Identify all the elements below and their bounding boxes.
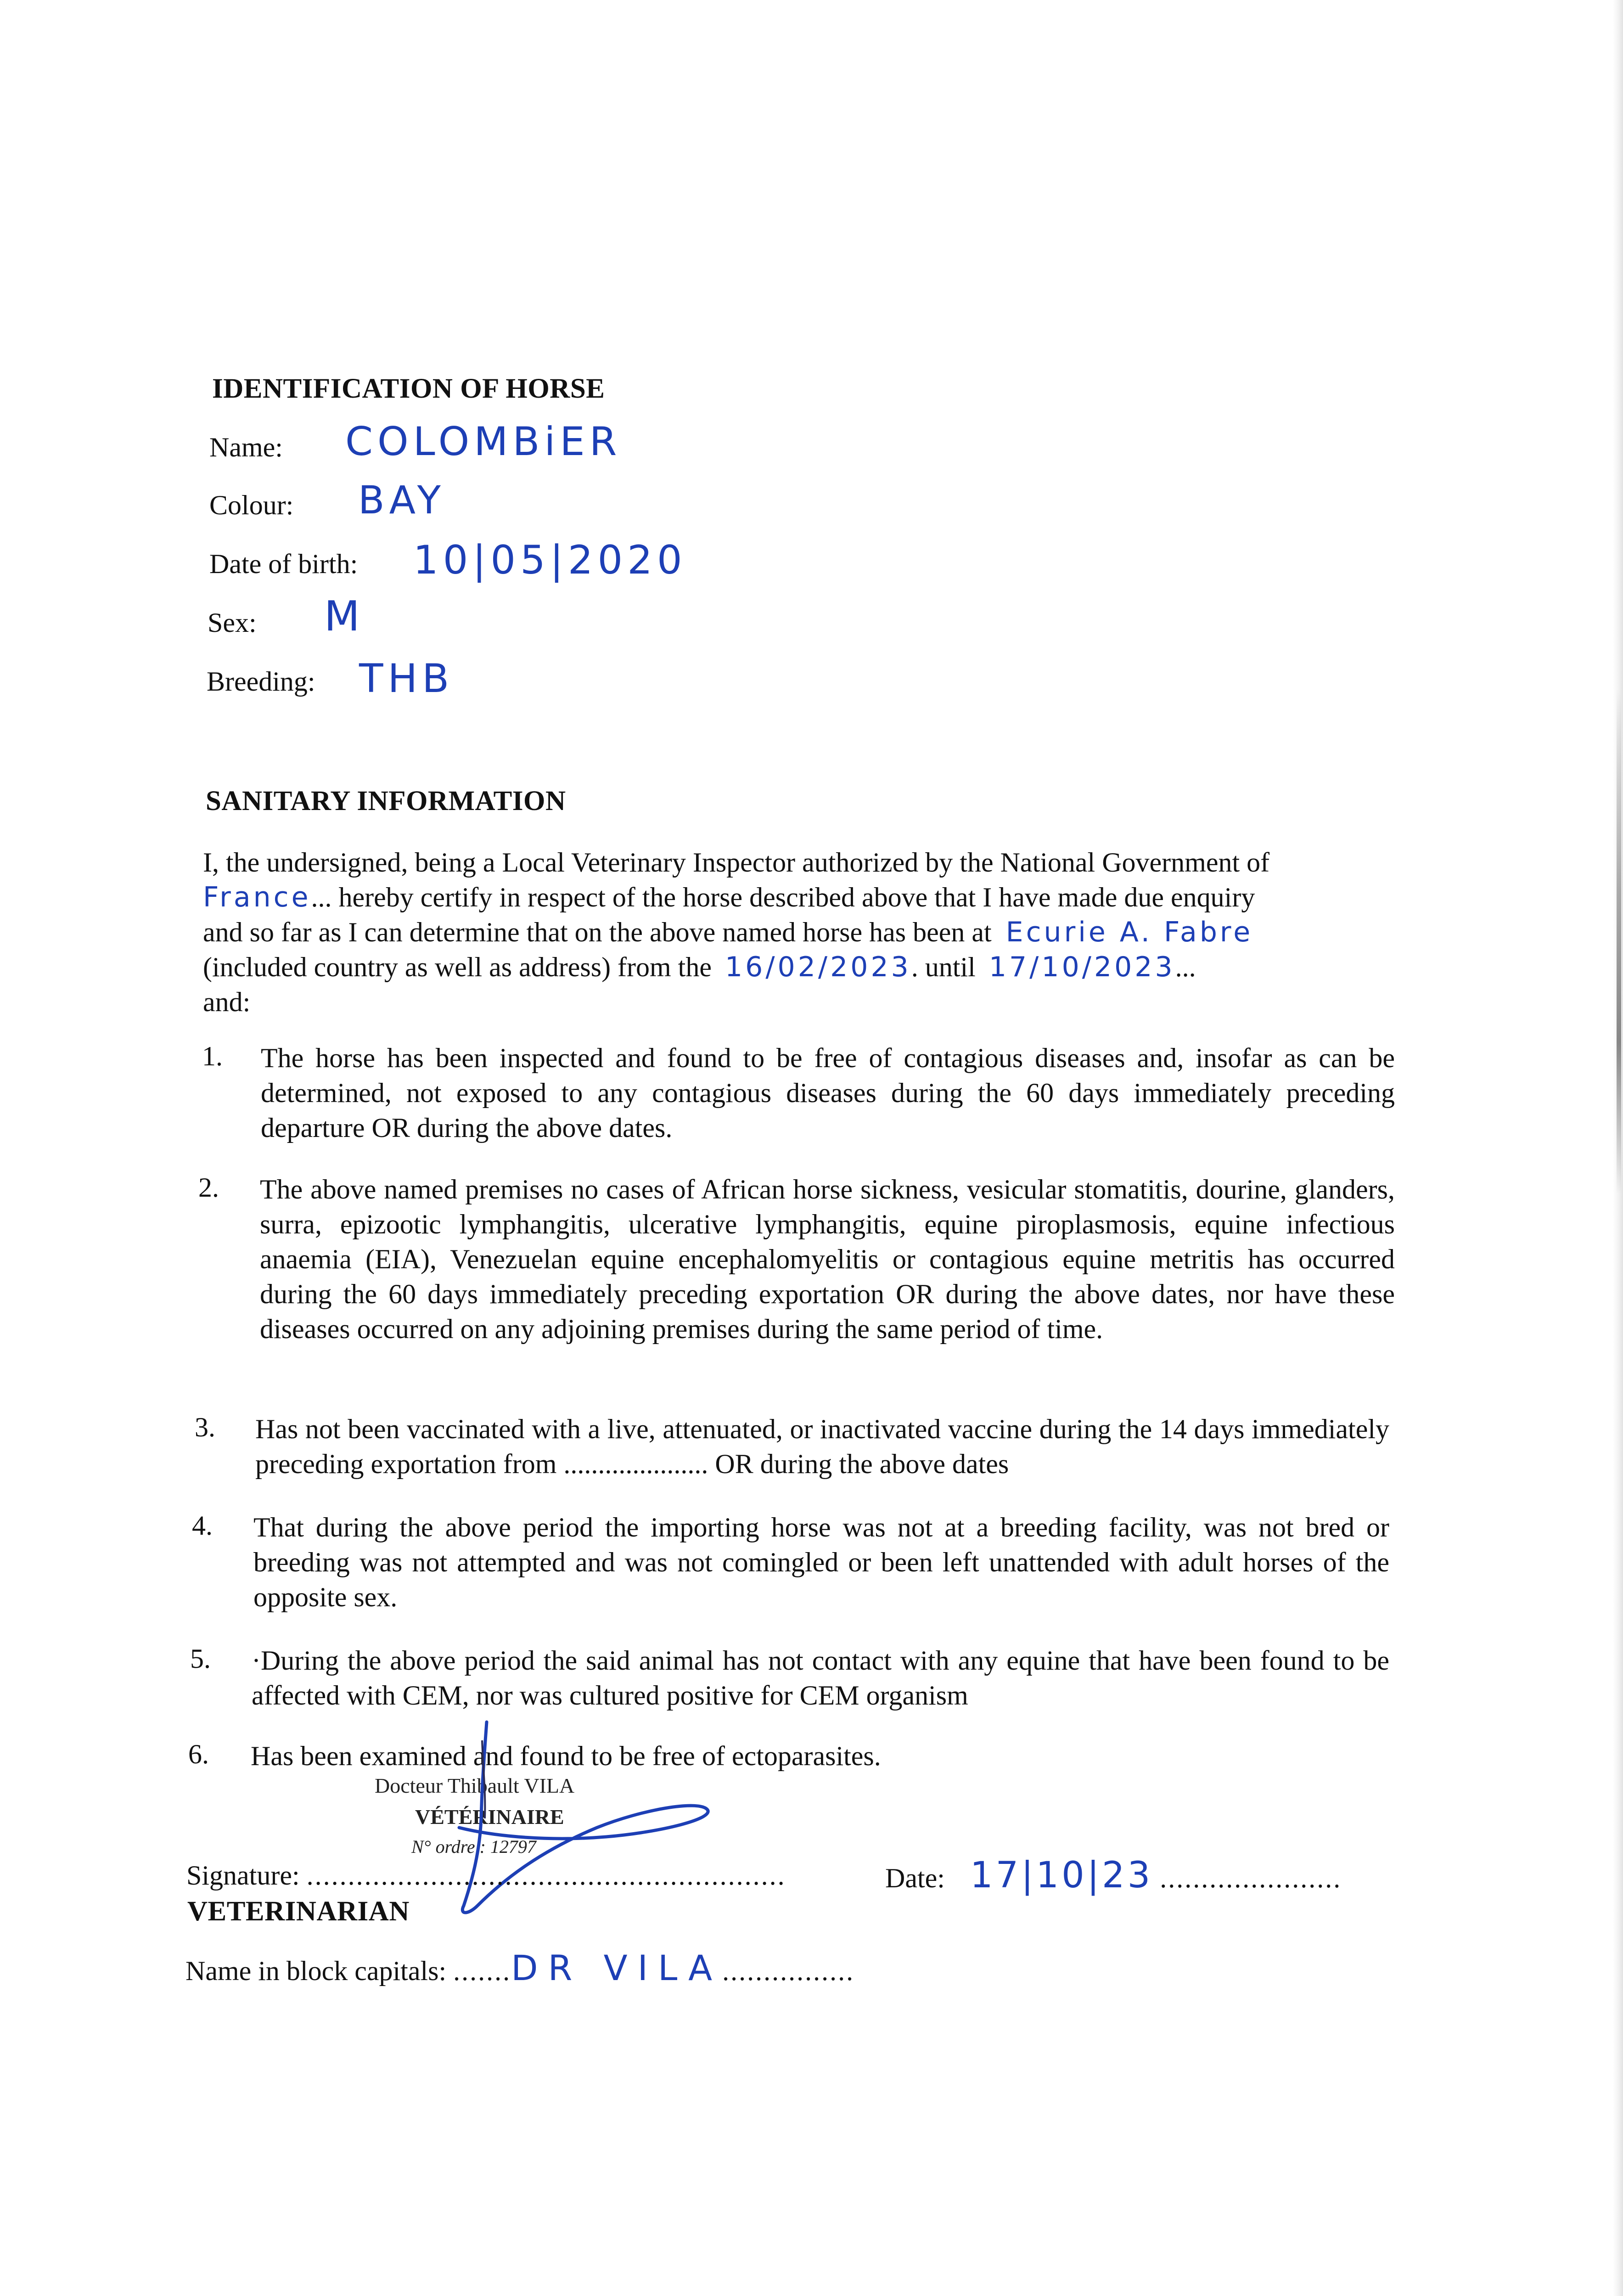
stamp-line-3: N° ordre : 12797 xyxy=(411,1836,536,1857)
block-name-label: Name in block capitals: xyxy=(185,1956,447,1986)
stamp-line-2: VÉTÉRINAIRE xyxy=(415,1805,564,1829)
intro-line-1-text: I, the undersigned, being a Local Veterinary Inspector authorized by the National Government of xyxy=(203,847,1270,878)
item-6-text: Has been examined and found to be free of ectoparasites. xyxy=(251,1741,881,1771)
intro-line-4-c: ... xyxy=(1175,952,1196,982)
item-4-number: 4. xyxy=(192,1510,213,1541)
item-6-number: 6. xyxy=(188,1739,209,1769)
sex-label: Sex: xyxy=(208,608,257,638)
item-3-number: 3. xyxy=(195,1412,215,1442)
scan-edge-shadow xyxy=(1617,689,1621,1194)
signature-line: .......................................................... xyxy=(306,1860,786,1891)
dob-label: Date of birth: xyxy=(209,549,358,579)
item-3-text: Has not been vaccinated with a live, attenuated, or inactivated vaccine during the 14 days immediately preceding exportation from ..................... OR during the above dates xyxy=(255,1414,1389,1479)
intro-line-5: and: xyxy=(203,987,251,1017)
identification-heading: IDENTIFICATION OF HORSE xyxy=(212,373,605,404)
stamp-line-1: Docteur Thibault VILA xyxy=(375,1774,575,1797)
dob-value: 10|05|2020 xyxy=(413,537,687,583)
signature-row xyxy=(186,1858,786,1893)
country-value: France xyxy=(203,881,311,913)
name-label: Name: xyxy=(209,432,283,462)
item-5-text: ·During the above period the said animal has not contact with any equine that have been found to be affected with CEM, nor was cultured positive for CEM organism xyxy=(252,1645,1389,1711)
from-date-value: 16/02/2023 xyxy=(724,951,911,983)
sanitary-heading: SANITARY INFORMATION xyxy=(206,786,566,816)
date-dots: ...................... xyxy=(1160,1863,1342,1893)
item-2-number: 2. xyxy=(198,1172,219,1203)
block-name-row xyxy=(185,1947,855,1988)
date-row xyxy=(885,1855,1342,1896)
intro-line-4-b: . until xyxy=(911,952,976,982)
signature-label: Signature: xyxy=(186,1860,300,1891)
until-date-value: 17/10/2023 xyxy=(988,951,1175,983)
colour-value: BAY xyxy=(358,478,445,523)
intro-line-4 xyxy=(203,950,1196,985)
block-name-dots-right: ................ xyxy=(722,1956,855,1986)
intro-line-4-a: (included country as well as address) from the xyxy=(203,952,712,982)
date-value: 17|10|23 xyxy=(970,1855,1153,1896)
sex-value: M xyxy=(324,592,365,641)
item-2-text: The above named premises no cases of African horse sickness, vesicular stomatitis, dourine, glanders, surra, epizootic lymphangitis, ulcerative lymphangitis, equine piroplasmosis, equine infectious anaemia (EIA), Venezuelan equine encephalomyelitis or contagious equine metritis has occurred during the 60 days immediately preceding exportation OR during the above dates, nor have these diseases occurred on any adjoining premises during the same period of time. xyxy=(260,1174,1395,1344)
intro-line-3 xyxy=(203,915,1253,950)
breeding-label: Breeding: xyxy=(207,666,315,697)
block-name-value: DR VILA xyxy=(511,1947,723,1988)
date-label: Date: xyxy=(885,1863,945,1893)
item-5-number: 5. xyxy=(190,1643,211,1674)
colour-label: Colour: xyxy=(209,490,294,520)
veterinarian-heading: VETERINARIAN xyxy=(187,1896,410,1927)
item-1-text: The horse has been inspected and found to be free of contagious diseases and, insofar as can be determined, not exposed to any contagious diseases during the 60 days immediately preceding departure OR during the above dates. xyxy=(261,1043,1395,1143)
name-value: COLOMBiER xyxy=(345,419,622,465)
breeding-value: THB xyxy=(359,656,454,702)
premises-value: Ecurie A. Fabre xyxy=(1005,916,1253,948)
item-4-text: That during the above period the importing horse was not at a breeding facility, was not bred or breeding was not attempted and was not comingled or been left unattended with adult horses of the opposite sex. xyxy=(253,1512,1389,1612)
intro-line-2-text: ... hereby certify in respect of the horse described above that I have made due enquiry xyxy=(311,882,1255,912)
intro-line-2 xyxy=(203,880,1255,915)
item-1-number: 1. xyxy=(202,1041,223,1071)
block-name-dots-left: ....... xyxy=(453,1956,511,1986)
intro-line-1 xyxy=(203,845,1406,880)
intro-line-3-text: and so far as I can determine that on the above named horse has been at xyxy=(203,917,992,947)
